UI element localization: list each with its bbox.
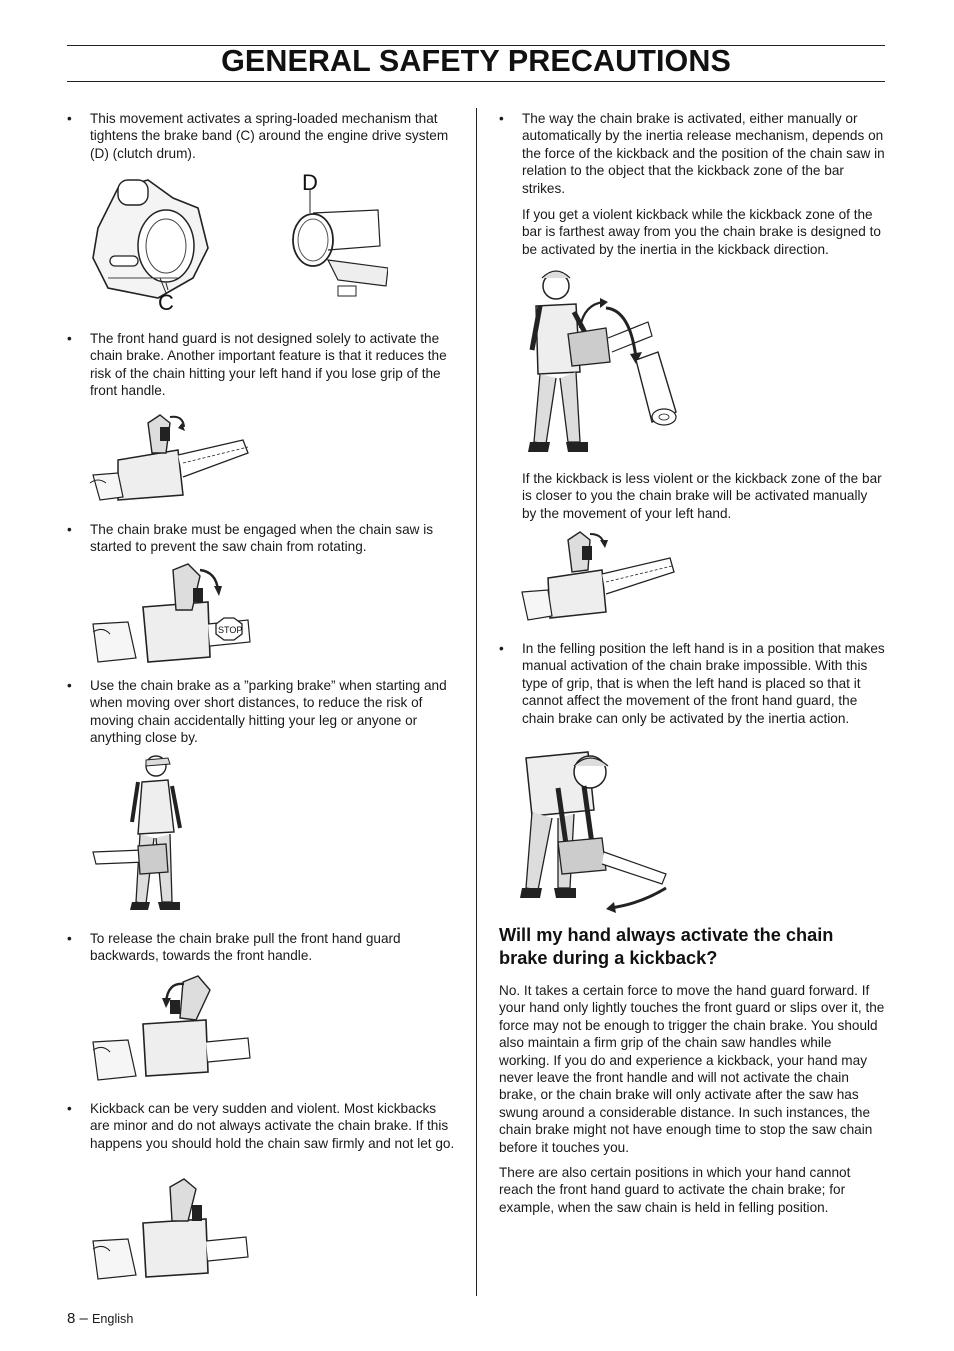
chain-brake-stop-figure — [88, 562, 253, 667]
page-number: 8 – — [67, 1310, 88, 1327]
bullet-dot: • — [67, 331, 72, 346]
bullet-text: The way the chain brake is activated, either manually or automatically by the inertia release mechanism, depends on the force of the kickback and the position of the chain saw in relation to the object that the kickback zone of the bar strikes. — [522, 111, 885, 196]
bullet-text: Use the chain brake as a ”parking brake” when starting and when moving over short distances, to reduce the risk of moving chain accidentally hitting your leg or anyone or anything close by. — [90, 678, 447, 746]
violent-kickback-paragraph: If you get a violent kickback while the kickback zone of the bar is farthest away from you the chain brake is designed to be activated by the inertia in the kickback direction. — [522, 207, 881, 257]
body-paragraph-1: No. It takes a certain force to move the hand guard forward. If your hand only lightly touches the front guard or slips over it, the force may not be enough to trigger the chain brake. You should also maintain a firm grip of the chain saw handles while working. If you do and experience a kickback, your hand may never leave the front handle and will not activate the chain brake, or the chain brake will only activate after the saw has swung around a considerable distance. In such instances, the chain brake might not have enough time to stop the saw chain before it touches you. — [499, 983, 885, 1155]
bullet-text: The chain brake must be engaged when the chain saw is started to prevent the saw chain from rotating. — [90, 522, 434, 555]
front-hand-guard-figure — [88, 405, 253, 510]
column-divider — [476, 108, 477, 1296]
bullet-text: In the felling position the left hand is in a position that makes manual activation of the chain brake impossible. With this type of grip, that is when the left hand is placed so that it cannot affect the movement of the front hand guard, the chain brake can only be activated by the inertia action. — [522, 641, 885, 726]
stop-sign-label: STOP — [218, 625, 243, 635]
bullet-dot: • — [67, 931, 72, 946]
felling-position-figure — [518, 748, 670, 914]
bullet-text: The front hand guard is not designed solely to activate the chain brake. Another important feature is that it reduces the risk of the chain hitting your left hand if you lose grip of the front handle. — [90, 331, 447, 399]
bullet-dot: • — [499, 111, 504, 126]
section-heading: Will my hand always activate the chain brake during a kickback? — [499, 925, 834, 968]
bullet-dot: • — [67, 111, 72, 126]
parking-brake-figure — [88, 752, 193, 920]
bullet-text: This movement activates a spring-loaded mechanism that tightens the brake band (C) around the engine drive system (D) (clutch drum). — [90, 111, 449, 161]
label-d: D — [302, 170, 318, 195]
bullet-text: To release the chain brake pull the front hand guard backwards, towards the front handle. — [90, 931, 401, 964]
footer-language: English — [92, 1312, 134, 1326]
bullet-dot: • — [67, 678, 72, 693]
less-violent-kickback-paragraph: If the kickback is less violent or the kickback zone of the bar is closer to you the chain brake will be activated manually by the movement of your left hand. — [522, 471, 882, 521]
bullet-text: Kickback can be very sudden and violent. Most kickbacks are minor and do not always activate the chain brake. If this happens you should hold the chain saw firmly and not let go. — [90, 1101, 455, 1151]
label-c: C — [158, 290, 174, 315]
inertia-activation-figure — [518, 262, 680, 460]
bullet-dot: • — [67, 1101, 72, 1116]
brake-band-clutch-figure — [88, 168, 388, 318]
header-rule-bottom — [67, 81, 885, 82]
release-brake-figure — [88, 972, 253, 1084]
manual-activation-figure — [518, 526, 683, 626]
page-title: GENERAL SAFETY PRECAUTIONS — [221, 44, 731, 78]
page-footer — [67, 1310, 133, 1327]
kickback-grip-figure — [88, 1175, 253, 1283]
bullet-dot: • — [499, 641, 504, 656]
body-paragraph-2: There are also certain positions in which your hand cannot reach the front hand guard to activate the chain brake; for example, when the saw chain is held in felling position. — [499, 1165, 851, 1215]
bullet-dot: • — [67, 522, 72, 537]
